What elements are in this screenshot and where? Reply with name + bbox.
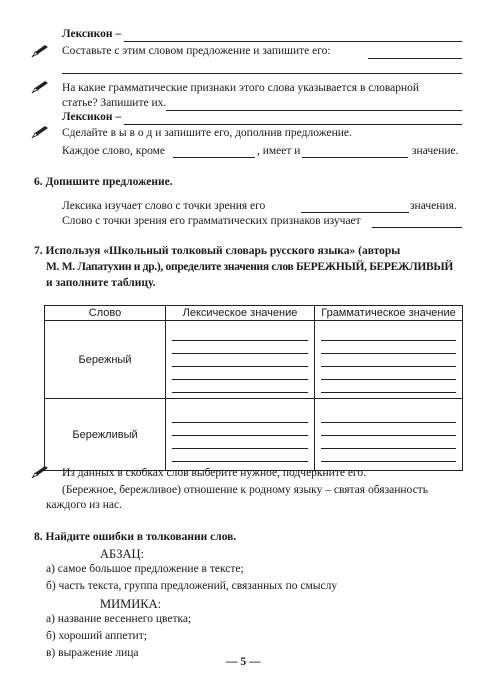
task7-heading-line2: М. М. Лапатухин и др.), определите значения слов БЕРЕЖНЫЙ, БЕРЕЖЛИВЫЙ (46, 261, 454, 273)
row-word-berezhny: Бережный (45, 321, 166, 399)
lexicon-label-1: Лексикон – (62, 28, 122, 40)
pencil-icon (31, 125, 49, 139)
pencil-icon (31, 80, 49, 94)
lexicon-label-2: Лексикон – (62, 111, 122, 123)
task7-heading-line3: и заполните таблицу. (46, 277, 156, 289)
answer-line[interactable] (166, 110, 462, 111)
option-b[interactable]: б) часть текста, группа предложений, связанных по смыслу (46, 580, 338, 592)
task6-line1-end: значения. (410, 200, 457, 212)
grammar-question-line1: На какие грамматические признаки этого слова указывается в словарной (62, 82, 420, 94)
word-meaning-table (44, 305, 463, 471)
task7-heading-line1: 7. Используя «Школьный толковый словарь русского языка» (авторы (34, 245, 401, 257)
answer-line[interactable] (124, 41, 462, 42)
grammar-question-line2: статье? Запишите их. (62, 97, 167, 109)
pencil-icon (31, 465, 49, 479)
task8-heading: 8. Найдите ошибки в толковании слов. (34, 531, 237, 543)
task6-heading: 6. Допишите предложение. (34, 176, 173, 188)
term-mimika: МИМИКА: (100, 597, 162, 611)
grammatical-cell[interactable] (315, 399, 463, 471)
grammatical-cell[interactable] (315, 321, 463, 399)
conclusion-part1: Каждое слово, кроме (62, 145, 165, 157)
answer-line[interactable] (62, 73, 462, 74)
choose-sentence-line2: каждого из нас. (46, 499, 122, 511)
conclusion-part2: , имеет и (257, 145, 301, 157)
pencil-icon (31, 44, 49, 58)
task6-line1: Лексика изучает слово с точки зрения его (62, 200, 266, 212)
answer-line[interactable] (372, 227, 462, 228)
make-sentence-instruction: Составьте с этим словом предложение и запишите его: (62, 45, 331, 57)
task6-line2: Слово с точки зрения его грамматических признаков изучает (62, 215, 361, 227)
column-header-grammatical: Грамматическое значение (315, 306, 463, 321)
answer-line[interactable] (368, 58, 462, 59)
lexical-cell[interactable] (166, 321, 315, 399)
answer-line[interactable] (173, 157, 255, 158)
answer-line[interactable] (301, 212, 409, 213)
answer-line[interactable] (124, 124, 462, 125)
option-a[interactable]: а) самое большое предложение в тексте; (46, 563, 244, 575)
option-c[interactable]: в) выражение лица (46, 647, 139, 659)
option-a[interactable]: а) название весеннего цветка; (46, 613, 192, 625)
lexical-cell[interactable] (166, 399, 315, 471)
answer-line[interactable] (302, 157, 408, 158)
row-word-berezhlivy: Бережливый (45, 399, 166, 471)
option-b[interactable]: б) хороший аппетит; (46, 630, 147, 642)
choose-instruction: Из данных в скобках слов выберите нужное, подчеркните его. (62, 467, 366, 479)
page-number: — 5 — (226, 656, 261, 668)
term-abzac: АБЗАЦ: (100, 547, 144, 561)
conclusion-instruction: Сделайте в ы в о д и запишите его, дополнив предложение. (62, 127, 352, 139)
column-header-word: Слово (45, 306, 166, 321)
column-header-lexical: Лексическое значение (166, 306, 315, 321)
conclusion-part3: значение. (412, 145, 459, 157)
choose-sentence-line1: (Бережное, бережливое) отношение к родному языку – святая обязанность (62, 484, 428, 496)
